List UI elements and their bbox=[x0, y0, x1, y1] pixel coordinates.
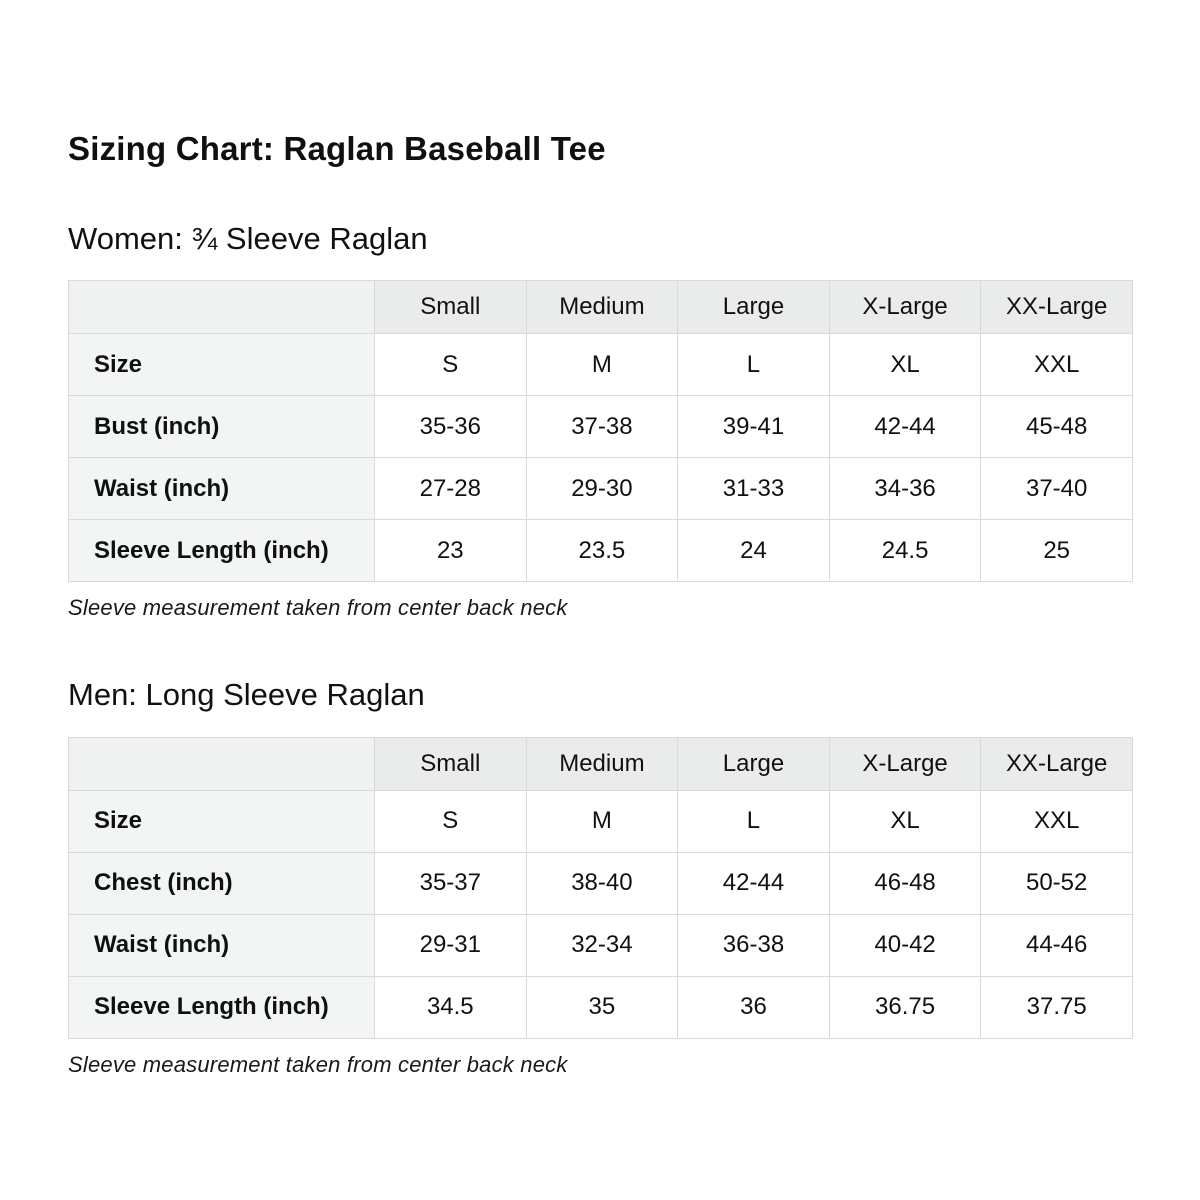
table-row-sleeve-length bbox=[69, 976, 1133, 1038]
table-cell: 37-38 bbox=[526, 396, 678, 458]
table-cell: 23.5 bbox=[526, 520, 678, 582]
table-row-waist bbox=[69, 914, 1133, 976]
row-label: Size bbox=[69, 334, 375, 396]
row-label: Waist (inch) bbox=[69, 458, 375, 520]
table-cell: 40-42 bbox=[829, 914, 981, 976]
sleeve-measurement-note: Sleeve measurement taken from center back neck bbox=[68, 1051, 568, 1077]
table-cell: 39-41 bbox=[678, 396, 830, 458]
table-cell: M bbox=[526, 790, 678, 852]
sleeve-measurement-note: Sleeve measurement taken from center back neck bbox=[68, 595, 568, 621]
table-cell: 50-52 bbox=[981, 852, 1133, 914]
table-cell: XXL bbox=[981, 334, 1133, 396]
table-cell: 35-36 bbox=[375, 396, 527, 458]
table-cell: 36-38 bbox=[678, 914, 830, 976]
row-label: Size bbox=[69, 790, 375, 852]
column-header-medium: Medium bbox=[526, 281, 678, 334]
table-cell: 37-40 bbox=[981, 458, 1133, 520]
column-header-xx-large: XX-Large bbox=[981, 737, 1133, 790]
table-cell: 45-48 bbox=[981, 396, 1133, 458]
men-section bbox=[68, 679, 1132, 1078]
table-row-sleeve-length bbox=[69, 520, 1133, 582]
table-cell: 24.5 bbox=[829, 520, 981, 582]
women-header-row bbox=[69, 281, 1133, 334]
corner-cell bbox=[69, 737, 375, 790]
table-cell: 27-28 bbox=[375, 458, 527, 520]
row-label: Chest (inch) bbox=[69, 852, 375, 914]
table-cell: 24 bbox=[678, 520, 830, 582]
row-label: Sleeve Length (inch) bbox=[69, 976, 375, 1038]
women-section bbox=[68, 220, 1132, 622]
table-cell: 23 bbox=[375, 520, 527, 582]
table-cell: 35-37 bbox=[375, 852, 527, 914]
table-cell: 37.75 bbox=[981, 976, 1133, 1038]
table-cell: XL bbox=[829, 790, 981, 852]
table-cell: 42-44 bbox=[829, 396, 981, 458]
table-cell: 29-30 bbox=[526, 458, 678, 520]
table-cell: 46-48 bbox=[829, 852, 981, 914]
table-cell: 25 bbox=[981, 520, 1133, 582]
table-cell: S bbox=[375, 790, 527, 852]
column-header-x-large: X-Large bbox=[829, 737, 981, 790]
table-row-size bbox=[69, 790, 1133, 852]
page-title: Sizing Chart: Raglan Baseball Tee bbox=[68, 130, 606, 167]
table-cell: 36.75 bbox=[829, 976, 981, 1038]
corner-cell bbox=[69, 281, 375, 334]
men-size-table bbox=[68, 737, 1133, 1039]
men-section-heading: Men: Long Sleeve Raglan bbox=[68, 677, 425, 713]
column-header-small: Small bbox=[375, 737, 527, 790]
women-size-table bbox=[68, 280, 1133, 582]
table-cell: 38-40 bbox=[526, 852, 678, 914]
table-row-size bbox=[69, 334, 1133, 396]
table-cell: 29-31 bbox=[375, 914, 527, 976]
table-cell: XL bbox=[829, 334, 981, 396]
row-label: Waist (inch) bbox=[69, 914, 375, 976]
table-cell: M bbox=[526, 334, 678, 396]
column-header-medium: Medium bbox=[526, 737, 678, 790]
table-cell: 42-44 bbox=[678, 852, 830, 914]
table-row-bust bbox=[69, 396, 1133, 458]
row-label: Bust (inch) bbox=[69, 396, 375, 458]
table-cell: 34-36 bbox=[829, 458, 981, 520]
women-section-heading: Women: ¾ Sleeve Raglan bbox=[68, 220, 428, 256]
column-header-xx-large: XX-Large bbox=[981, 281, 1133, 334]
table-cell: 35 bbox=[526, 976, 678, 1038]
table-cell: XXL bbox=[981, 790, 1133, 852]
men-header-row bbox=[69, 737, 1133, 790]
column-header-small: Small bbox=[375, 281, 527, 334]
column-header-large: Large bbox=[678, 281, 830, 334]
table-cell: 31-33 bbox=[678, 458, 830, 520]
table-cell: 44-46 bbox=[981, 914, 1133, 976]
table-row-chest bbox=[69, 852, 1133, 914]
table-cell: S bbox=[375, 334, 527, 396]
table-cell: L bbox=[678, 790, 830, 852]
table-cell: L bbox=[678, 334, 830, 396]
column-header-x-large: X-Large bbox=[829, 281, 981, 334]
row-label: Sleeve Length (inch) bbox=[69, 520, 375, 582]
table-cell: 36 bbox=[678, 976, 830, 1038]
table-cell: 32-34 bbox=[526, 914, 678, 976]
table-row-waist bbox=[69, 458, 1133, 520]
table-cell: 34.5 bbox=[375, 976, 527, 1038]
column-header-large: Large bbox=[678, 737, 830, 790]
